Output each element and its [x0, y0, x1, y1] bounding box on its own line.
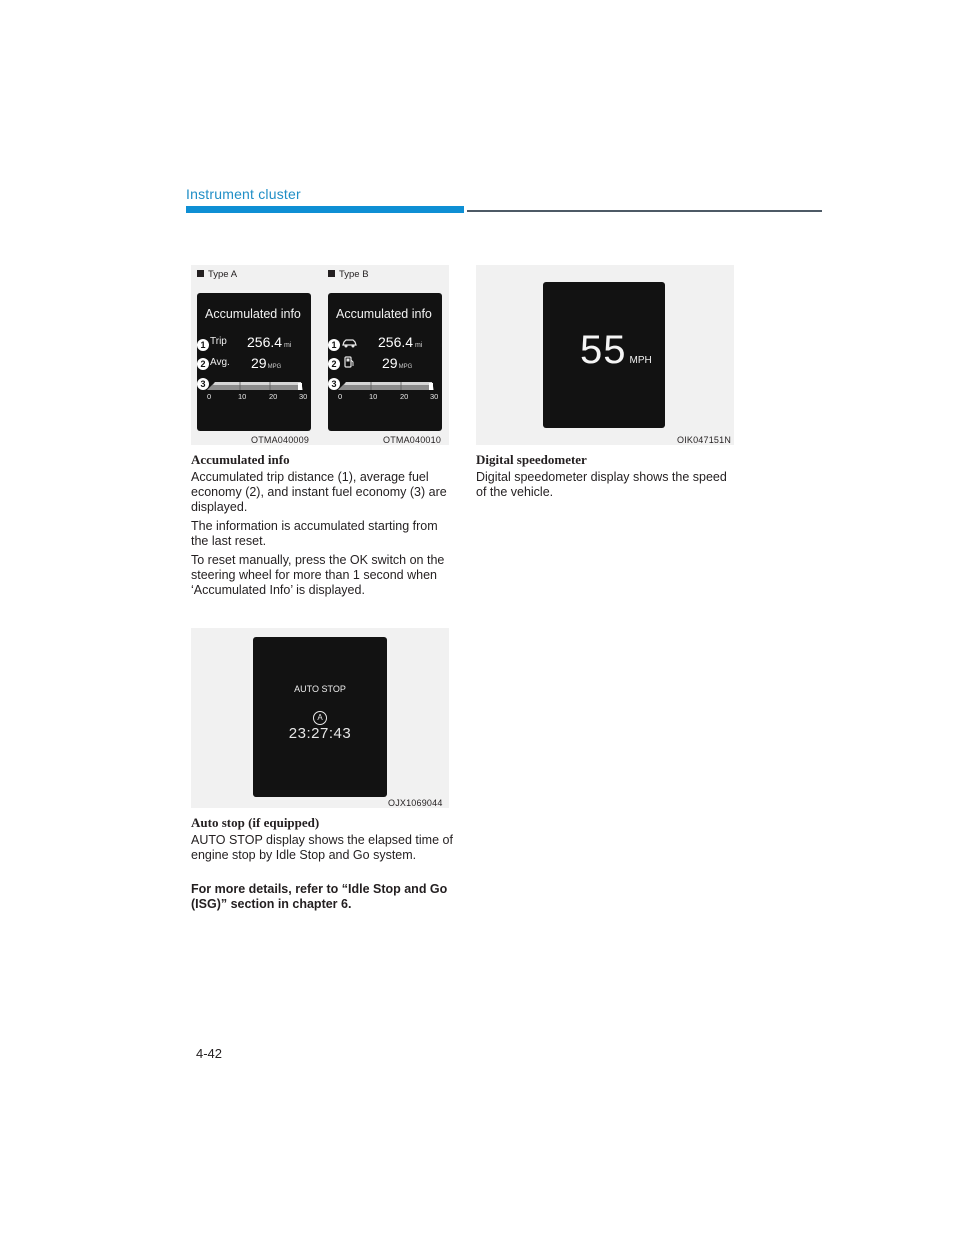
tick-label: 10 [238, 392, 247, 401]
trip-value: 256.4 mi [378, 334, 423, 350]
type-b-label: Type B [328, 269, 369, 280]
auto-stop-icon: A [313, 711, 327, 725]
tick-label: 30 [299, 392, 308, 401]
bar-scale [200, 392, 308, 402]
figure-code: OTMA040009 [251, 435, 310, 445]
figure-code: OIK047151N [677, 435, 732, 445]
figure-code: OTMA040010 [383, 435, 442, 445]
accumulated-paragraph-3: To reset manually, press the OK switch on the steering wheel for more than 1 second when ‘Accumulated Info’ is displayed. [191, 553, 445, 597]
figure-accumulated-info [191, 265, 449, 445]
speed-value: 55 [580, 328, 627, 372]
callout-3: 3 [328, 378, 340, 390]
fuel-pump-icon [344, 356, 354, 368]
accumulated-paragraph-1: Accumulated trip distance (1), average fuel economy (2), and instant fuel economy (3) are displayed. [191, 470, 447, 514]
figure-code: OJX1069044 [388, 798, 443, 808]
header-rule [467, 210, 822, 212]
speed-readout [580, 328, 652, 373]
cluster-screen-type-a [197, 293, 311, 431]
speedometer-paragraph-1: Digital speedometer display shows the speed of the vehicle. [476, 470, 727, 499]
tick-label: 20 [269, 392, 278, 401]
page-number: 4-42 [196, 1046, 223, 1061]
header-rule-accent [186, 206, 464, 213]
tick-label: 10 [369, 392, 378, 401]
avg-label: Avg. [210, 357, 230, 368]
instant-economy-bar [205, 379, 305, 391]
trip-label: Trip [210, 336, 227, 347]
callout-1: 1 [197, 339, 209, 351]
figure-auto-stop [191, 628, 449, 808]
tick-label: 0 [207, 392, 212, 401]
callout-1: 1 [328, 339, 340, 351]
accumulated-heading: Accumulated info [191, 452, 290, 467]
auto-stop-screen [253, 637, 387, 797]
car-icon [342, 338, 357, 348]
auto-stop-heading: Auto stop (if equipped) [191, 815, 320, 830]
trip-value: 256.4 mi [247, 334, 292, 350]
screen-title: Accumulated info [336, 307, 432, 321]
speedometer-heading: Digital speedometer [476, 452, 587, 467]
avg-value: 29MPG [251, 355, 282, 371]
callout-3: 3 [197, 378, 209, 390]
avg-value: 29MPG [382, 355, 413, 371]
tick-label: 30 [430, 392, 439, 401]
callout-2: 2 [328, 358, 340, 370]
screen-title: Accumulated info [205, 307, 301, 321]
bar-scale [331, 392, 439, 402]
cluster-screen-type-b [328, 293, 442, 431]
speed-unit: MPH [629, 355, 652, 366]
instant-economy-bar [336, 379, 436, 391]
tick-label: 0 [338, 392, 343, 401]
auto-stop-paragraph-2: For more details, refer to “Idle Stop and Go (ISG)” section in chapter 6. [191, 882, 448, 911]
square-bullet-icon [328, 270, 335, 277]
figure-digital-speedometer [476, 265, 734, 445]
type-a-label: Type A [197, 269, 237, 280]
auto-stop-title: AUTO STOP [294, 684, 346, 694]
callout-2: 2 [197, 358, 209, 370]
square-bullet-icon [197, 270, 204, 277]
accumulated-paragraph-2: The information is accumulated starting from the last reset. [191, 519, 438, 548]
section-title: Instrument cluster [186, 186, 301, 202]
tick-label: 20 [400, 392, 409, 401]
auto-stop-paragraph-1: AUTO STOP display shows the elapsed time of engine stop by Idle Stop and Go system. [191, 833, 453, 862]
auto-stop-timer: 23:27:43 [288, 725, 352, 742]
speedometer-screen [543, 282, 665, 428]
